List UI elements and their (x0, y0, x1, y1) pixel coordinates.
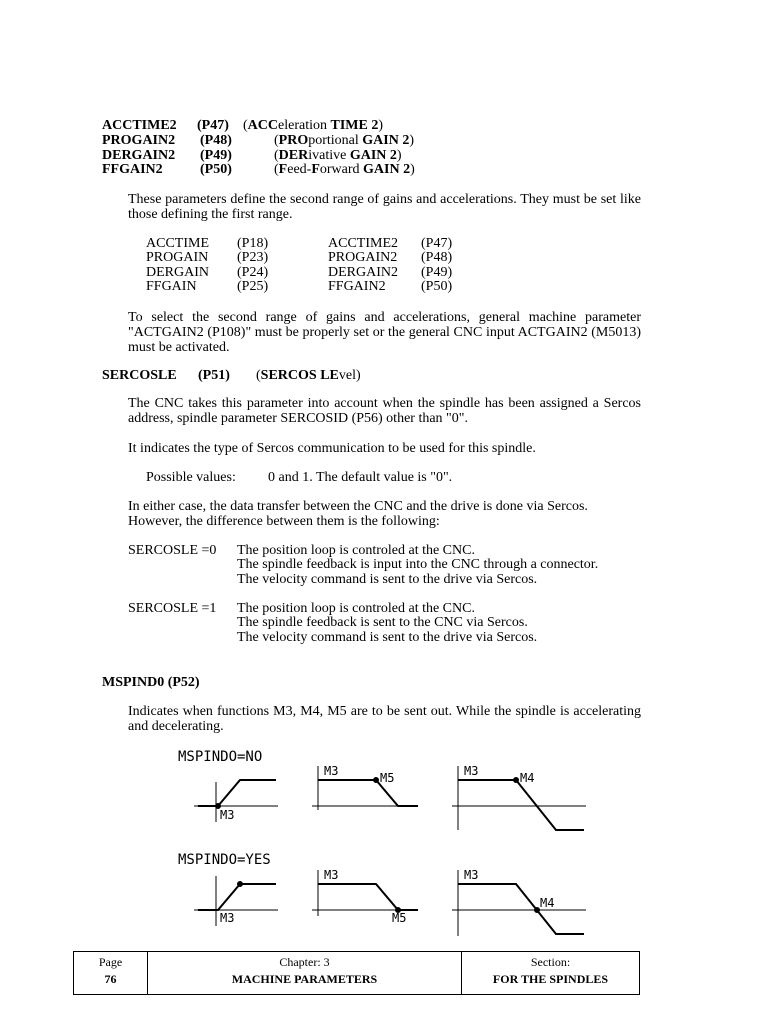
sercosle-paragraph-3a: In either case, the data transfer between the CNC and the drive is done via Sercos. (128, 499, 588, 514)
sercosle-paragraph-2: It indicates the type of Sercos communication to be used for this spindle. (128, 441, 536, 456)
option-line: The position loop is controled at the CNC. (237, 601, 475, 616)
label-m4: M4 (540, 896, 555, 910)
sercosle-option-0-label: SERCOSLE =0 (128, 543, 217, 558)
curve-reverse-yes (458, 884, 584, 934)
footer-page-number: 76 (104, 972, 117, 986)
footer-section-title: FOR THE SPINDLES (492, 972, 609, 986)
label-m3: M3 (220, 911, 235, 925)
option-line: The velocity command is sent to the drive via Sercos. (237, 630, 538, 645)
footer-chapter-title: MACHINE PARAMETERS (231, 972, 378, 986)
footer-section-label: Section: (530, 955, 571, 969)
curve-accel-no (198, 780, 276, 806)
curve-decel-yes (318, 884, 418, 910)
label-m3: M3 (220, 808, 235, 822)
mspind0-heading: MSPIND0 (P52) (102, 675, 200, 690)
intro-paragraph: These parameters define the second range of gains and accelerations. They must be set like those defining the first range. (128, 192, 641, 222)
label-m5: M5 (392, 911, 407, 925)
option-line: The position loop is controled at the CNC. (237, 543, 475, 558)
diagram-label-yes: MSPINDO=YES (178, 852, 271, 868)
sercosle-paragraph-1: The CNC takes this parameter into account when the spindle has been assigned a Sercos address, spindle parameter SERCOSID (P56) other than "0". (128, 396, 641, 426)
label-m3: M3 (464, 868, 479, 882)
footer-chapter-label: Chapter: 3 (279, 955, 330, 969)
footer-page-label: Page (98, 955, 123, 969)
curve-decel-no (318, 780, 418, 806)
option-line: The spindle feedback is sent to the CNC via Sercos. (237, 615, 528, 630)
sercosle-paragraph-3b: However, the difference between them is the following: (128, 514, 440, 529)
diagram-label-no: MSPINDO=NO (178, 749, 263, 765)
marker-m4 (514, 778, 519, 783)
marker-m4 (535, 908, 540, 913)
curve-reverse-no (458, 780, 584, 830)
curve-accel-yes (198, 884, 276, 910)
page-footer (73, 951, 640, 995)
actgain-paragraph: To select the second range of gains and accelerations, general machine parameter "ACTGAIN2 (P108)" must be properly set or the general CNC input ACTGAIN2 (M5013) must be activated. (128, 310, 641, 355)
label-m3: M3 (464, 764, 479, 778)
marker-m5 (374, 778, 379, 783)
option-line: The spindle feedback is input into the CNC through a connector. (237, 557, 599, 572)
label-m3: M3 (324, 868, 339, 882)
mspind0-paragraph: Indicates when functions M3, M4, M5 are to be sent out. While the spindle is accelerating and decelerating. (128, 704, 641, 734)
label-m3: M3 (324, 764, 339, 778)
label-m5: M5 (380, 771, 395, 785)
label-m4: M4 (520, 771, 535, 785)
sercosle-option-1-label: SERCOSLE =1 (128, 601, 217, 616)
marker-m3 (238, 882, 243, 887)
option-line: The velocity command is sent to the drive via Sercos. (237, 572, 538, 587)
